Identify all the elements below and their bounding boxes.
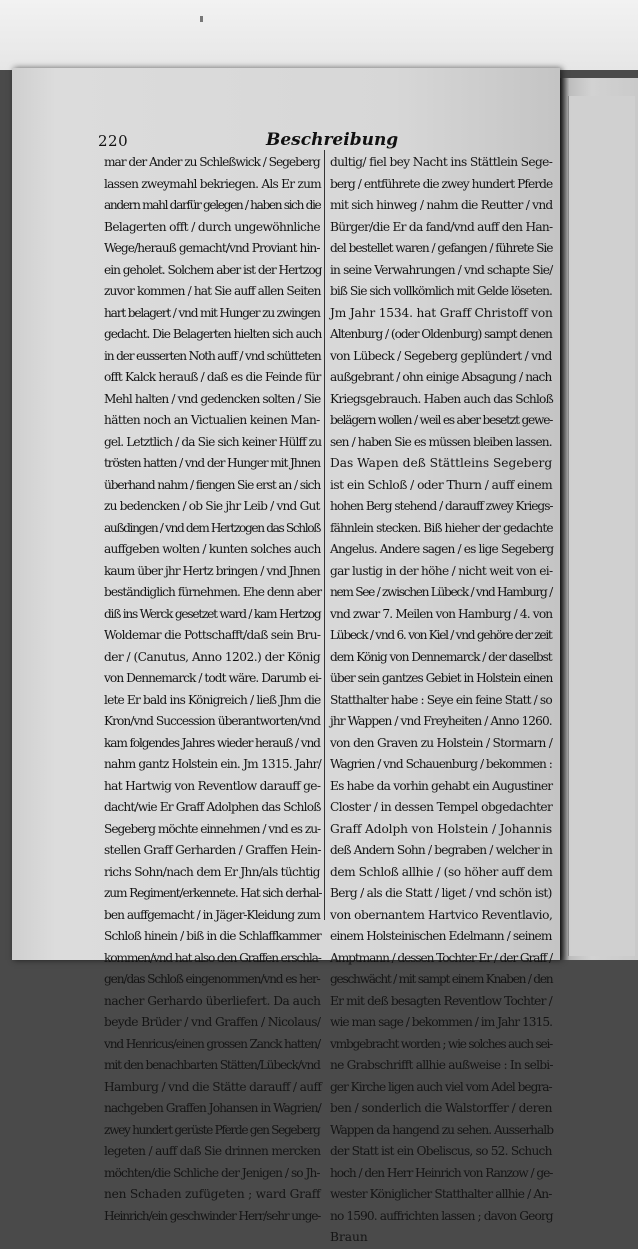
text-line: mit sich hinweg / nahm die Reutter / vnd	[330, 198, 553, 212]
text-line: ne Grabschrifft allhie außweise : In selbi-	[330, 1058, 553, 1072]
book-page	[12, 68, 560, 1244]
text-line: gel. Letztlich / da Sie sich keiner Hülff zu	[104, 434, 322, 449]
text-line: überhand nahm / fiengen Sie erst an / sich	[104, 477, 321, 492]
text-line: kam folgendes Jahres wieder herauß / vnd	[104, 735, 320, 750]
text-line: ben auffgemacht / in Jäger-Kleidung zum	[104, 907, 320, 922]
text-line: außdingen / vnd dem Hertzogen das Schloß	[104, 520, 321, 535]
text-line: hohen Berg stehend / darauff zwey Kriegs-	[330, 499, 553, 513]
scan-speck	[200, 16, 203, 22]
text-line: dem Schloß allhie / (so höher auff dem	[330, 864, 553, 879]
text-line: dacht/wie Er Graff Adolphen das Schloß	[104, 800, 321, 814]
text-line: von obernantem Hartvico Reventlavio,	[330, 907, 553, 922]
text-line: von den Graven zu Holstein / Stormarn /	[330, 735, 553, 750]
text-line: Kriegsgebrauch. Haben auch das Schloß	[330, 391, 553, 406]
text-line: hat Hartwig von Reventlow darauff ge-	[104, 778, 321, 793]
text-line: Hamburg / vnd die Stätte darauff / auff	[104, 1079, 322, 1094]
running-head: Beschreibung	[266, 130, 399, 150]
text-line: Lübeck / vnd 6. von Kiel / vnd gehöre der zeit	[330, 628, 552, 642]
text-line: gar lustig in der höhe / nicht weit von ei-	[330, 563, 553, 578]
text-line: del bestellet waren / gefangen / führete Sie	[330, 241, 553, 255]
text-line: stellen Graff Gerharden / Graffen Hein-	[104, 843, 321, 857]
text-line: Altenburg / (oder Oldenburg) sampt denen	[330, 327, 552, 341]
text-line: dem König von Dennemarck / der daselbst	[330, 649, 552, 664]
text-line: Kron/vnd Succession überantworten/vnd	[104, 714, 321, 728]
text-line: von Dennemarck / todt wäre. Darumb ei-	[104, 671, 321, 685]
scanner-background	[0, 0, 638, 70]
text-line: Wagrien / vnd Schauenburg / bekommen :	[330, 757, 552, 771]
text-line: möchten/die Schliche der Jenigen / so Jh-	[104, 1165, 320, 1180]
text-line: Woldemar die Pottschafft/daß sein Bru-	[104, 628, 321, 642]
text-line: nachgeben Graffen Johansen in Wagrien/	[104, 1101, 321, 1115]
text-line: einem Holsteinischen Edelmann / seinem	[330, 929, 552, 943]
text-line: zwey hundert gerüste Pferde gen Segeberg	[104, 1122, 320, 1137]
text-line: Es habe da vorhin gehabt ein Augustiner	[330, 778, 553, 793]
text-line: nem See / zwischen Lübeck / vnd Hamburg /	[330, 585, 552, 599]
column-divider	[324, 150, 325, 920]
text-line: Wege/herauß gemacht/vnd Proviant hin-	[104, 241, 320, 255]
text-line: ein geholet. Solchem aber ist der Hertzog	[104, 262, 322, 277]
text-line: wester Königlicher Statthalter allhie / An-	[330, 1187, 552, 1201]
text-line: Mehl halten / vnd gedencken solten / Sie	[104, 391, 321, 406]
text-line: geschwächt / mit sampt einem Knaben / den	[330, 972, 553, 986]
text-line: offt Kalck herauß / daß es die Feinde für	[104, 370, 321, 384]
text-line: andern mahl darfür gelegen / haben sich die	[104, 198, 321, 212]
text-line: vmbgebracht worden ; wie solches auch sei-	[330, 1036, 552, 1051]
page-header	[98, 130, 550, 152]
text-line: ger Kirche ligen auch viel vom Adel begra-	[330, 1079, 552, 1094]
text-line: zum Regiment/erkennete. Hat sich derhal-	[104, 886, 322, 900]
text-line: wie man sage / bekommen / im Jahr 1315.	[330, 1015, 553, 1029]
text-line: ist ein Schloß / oder Thurn / auff einem	[330, 477, 553, 492]
text-line: kommen/vnd hat also den Graffen erschla-	[104, 950, 321, 965]
text-line: Statthalter habe : Seye ein feine Statt / so	[330, 692, 552, 707]
text-line: trösten hatten / vnd der Hunger mit Jhnen	[104, 456, 321, 470]
text-line: Berg / als die Statt / liget / vnd schön ist)	[330, 886, 552, 900]
text-line: in seine Verwahrungen / vnd schapte Sie/	[330, 262, 553, 277]
text-line: Bürger/die Er da fand/vnd auff den Han-	[330, 219, 553, 234]
text-line: legeten / auff daß Sie drinnen mercken	[104, 1144, 321, 1158]
text-line: kaum über jhr Hertz bringen / vnd Jhnen	[104, 563, 320, 578]
text-line: deß Andern Sohn / begraben / welcher in	[330, 843, 552, 857]
text-line: nen Schaden zufügeten ; ward Graff	[104, 1187, 321, 1201]
text-line: nahm gantz Holstein ein. Jm 1315. Jahr/	[104, 757, 321, 771]
text-line: gen/das Schloß eingenommen/vnd es her-	[104, 972, 320, 986]
text-line: Wappen da hangend zu sehen. Ausserhalb	[330, 1122, 554, 1137]
text-line: gedacht. Die Belagerten hielten sich auch	[104, 327, 322, 341]
text-line: no 1590. auffrichten lassen ; davon Georg	[330, 1208, 553, 1223]
text-line: hoch / den Herr Heinrich von Ranzow / ge-	[330, 1165, 553, 1180]
text-line: über sein gantzes Gebiet in Holstein einen	[330, 671, 553, 685]
text-line: Er mit deß besagten Reventlow Tochter /	[330, 993, 552, 1008]
text-line: vnd Henricus/einen grossen Zanck hatten/	[104, 1036, 320, 1051]
text-line: Jm Jahr 1534. hat Graff Christoff von	[330, 305, 553, 320]
text-line: Schloß hinein / biß in die Schlaffkammer	[104, 929, 321, 943]
text-line: Belagerten offt / durch ungewöhnliche	[104, 219, 321, 234]
text-line: hart belagert / vnd mit Hunger zu zwingen	[104, 305, 320, 320]
text-line: in der eusserten Noth auff / vnd schütteten	[104, 348, 321, 363]
adjacent-page-edge	[560, 78, 638, 960]
text-line: jhr Wappen / vnd Freyheiten / Anno 1260.	[330, 714, 552, 728]
text-line: belägern wollen / weil es aber besetzt gewe-	[330, 413, 553, 427]
text-line: Angelus. Andere sagen / es lige Segeberg	[330, 542, 554, 556]
text-line: diß ins Werck gesetzet ward / kam Hertzog	[104, 606, 321, 621]
text-line: auffgeben wolten / kunten solches auch	[104, 542, 321, 556]
text-line: richs Sohn/nach dem Er Jhn/als tüchtig	[104, 864, 320, 879]
left-column	[104, 152, 320, 1227]
text-line: lete Er bald ins Königreich / ließ Jhm die	[104, 692, 321, 707]
text-line: mar der Ander zu Schleßwick / Segeberg	[104, 155, 320, 169]
text-line: dultig/ fiel bey Nacht ins Stättlein Sege-	[330, 155, 553, 169]
text-line: Amptmann / dessen Tochter Er / der Graff /	[330, 950, 553, 965]
text-line: fähnlein stecken. Biß hieher der gedachte	[330, 520, 553, 535]
page-number: 220	[98, 132, 129, 150]
text-line: ben / sonderlich die Walstorffer / deren	[330, 1101, 552, 1115]
text-line: sen / haben Sie es müssen bleiben lassen.	[330, 434, 552, 449]
text-line: Braun	[330, 1230, 368, 1244]
text-line: der / (Canutus, Anno 1202.) der König	[104, 649, 321, 664]
text-line: lassen zweymahl bekriegen. Als Er zum	[104, 176, 321, 191]
text-line: biß Sie sich vollkömlich mit Gelde löseten.	[330, 284, 552, 298]
text-line: Segeberg möchte einnehmen / vnd es zu-	[104, 821, 321, 836]
text-line: Graff Adolph von Holstein / Johannis	[330, 821, 553, 836]
text-line: nacher Gerhardo überliefert. Da auch	[104, 993, 321, 1008]
text-line: hätten noch an Victualien keinen Man-	[104, 413, 320, 427]
text-line: berg / entführete die zwey hundert Pferde	[330, 176, 553, 191]
text-line: außgebrant / ohn einige Absagung / nach	[330, 370, 552, 384]
right-column	[330, 152, 552, 1249]
text-line: Das Wapen deß Stättleins Segeberg	[330, 456, 553, 470]
adjacent-page-strip	[568, 96, 635, 956]
text-line: beyde Brüder / vnd Graffen / Nicolaus/	[104, 1015, 321, 1029]
text-line: zuvor kommen / hat Sie auff allen Seiten	[104, 284, 321, 298]
text-line: der Statt ist ein Obeliscus, so 52. Schuch	[330, 1144, 552, 1158]
text-line: Closter / in dessen Tempel obgedachter	[330, 800, 553, 814]
text-line: Heinrich/ein geschwinder Herr/sehr unge-	[104, 1208, 321, 1223]
text-line: vnd zwar 7. Meilen von Hamburg / 4. von	[330, 606, 553, 621]
text-line: beständiglich fürnehmen. Ehe denn aber	[104, 585, 322, 599]
text-line: zu bedencken / ob Sie jhr Leib / vnd Gut	[104, 499, 320, 513]
text-line: von Lübeck / Segeberg geplündert / vnd	[330, 348, 552, 363]
text-line: mit den benachbarten Stätten/Lübeck/vnd	[104, 1058, 320, 1072]
